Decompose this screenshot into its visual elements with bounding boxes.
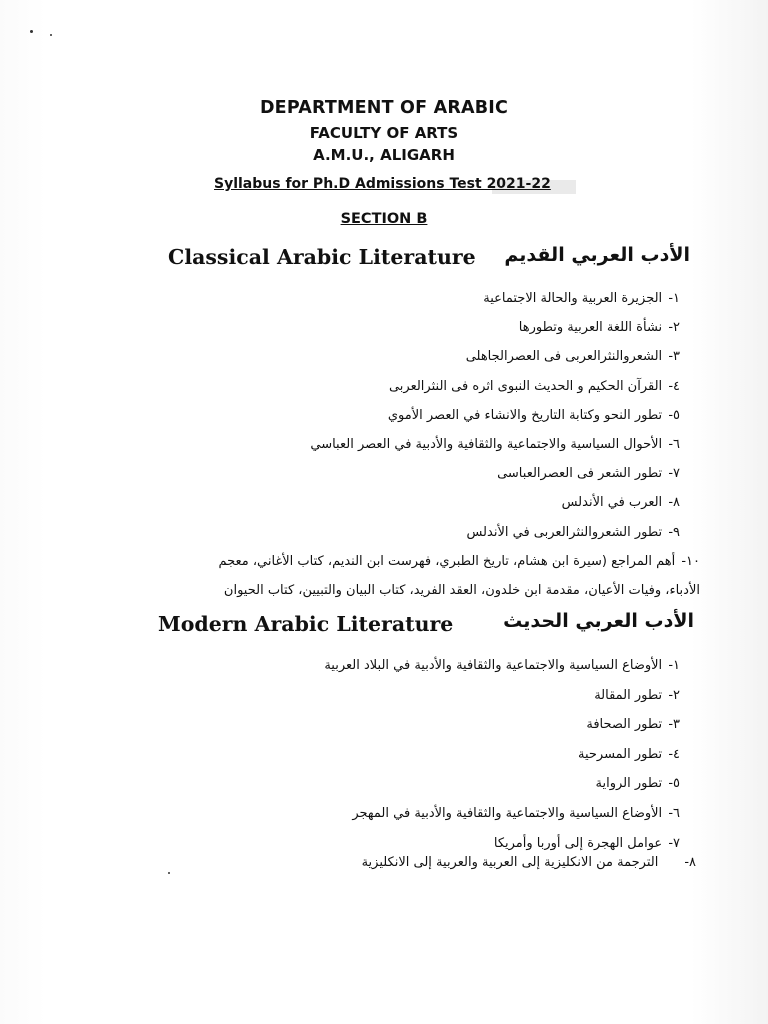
list-item: ٨-الترجمة من الانكليزية إلى العربية والعربية إلى الانكليزية: [361, 855, 696, 870]
modern-heading-en: Modern Arabic Literature: [158, 612, 454, 636]
modern-heading-ar: الأدب العربي الحديث: [503, 610, 694, 632]
scan-speck: [50, 34, 52, 36]
list-item: ١٠- أهم المراجع (سيرة ابن هشام، تاريخ الطبري، فهرست ابن النديم، كتاب الأغاني، معجم: [218, 553, 700, 569]
list-item-continuation: الأدباء، وفيات الأعيان، مقدمة ابن خلدون، العقد الفريد، كتاب البيان والتبيين، كتاب الحيوان: [223, 582, 700, 598]
university-title: A.M.U., ALIGARH: [313, 146, 455, 164]
list-item: ٣- الشعروالنثرالعربى فى العصرالجاهلى: [465, 349, 680, 365]
list-item: ٧- عوامل الهجرة إلى أوربا وأمريكا: [493, 835, 680, 851]
list-item: ١- الأوضاع السياسية والاجتماعية والثقافية والأدبية في البلاد العربية: [324, 658, 680, 673]
modern-topic-list: [80, 651, 680, 858]
list-item: ٥- تطور النحو وكتابة التاريخ والانشاء في العصر الأموي: [387, 407, 680, 423]
list-item: ٢- تطور المقالة: [594, 687, 680, 703]
list-item: ٤- القرآن الحكيم و الحديث النبوى اثره فى النثرالعربى: [388, 378, 680, 394]
list-item: ٦- الأوضاع السياسية والاجتماعية والثقافية والأدبية في المهجر: [352, 805, 680, 821]
list-item: ٢- نشأة اللغة العربية وتطورها: [518, 320, 680, 336]
scan-speck: [168, 872, 170, 874]
syllabus-title: Syllabus for Ph.D Admissions Test 2021-22: [214, 176, 551, 192]
classical-heading-en: Classical Arabic Literature: [168, 245, 476, 269]
classical-topic-list: [80, 284, 700, 605]
department-title: DEPARTMENT OF ARABIC: [259, 98, 509, 118]
faculty-title: FACULTY OF ARTS: [309, 124, 459, 142]
list-item: ٦- الأحوال السياسية والاجتماعية والثقافية والأدبية في العصر العباسي: [310, 436, 680, 452]
section-title: SECTION B: [340, 211, 428, 227]
list-item: ٧- تطور الشعر فى العصرالعباسى: [497, 466, 680, 482]
list-item: ٣- تطور الصحافة: [586, 717, 680, 733]
classical-heading-ar: الأدب العربي القديم: [504, 244, 690, 266]
list-item: ٥- تطور الرواية: [595, 776, 680, 792]
list-item: ٤- تطور المسرحية: [577, 746, 680, 762]
list-item: ٩- تطور الشعروالنثرالعربى في الأندلس: [466, 524, 680, 540]
list-item: ٨- العرب في الأندلس: [561, 495, 680, 511]
list-item: ١- الجزيرة العربية والحالة الاجتماعية: [483, 291, 680, 306]
scan-speck: [30, 30, 33, 33]
